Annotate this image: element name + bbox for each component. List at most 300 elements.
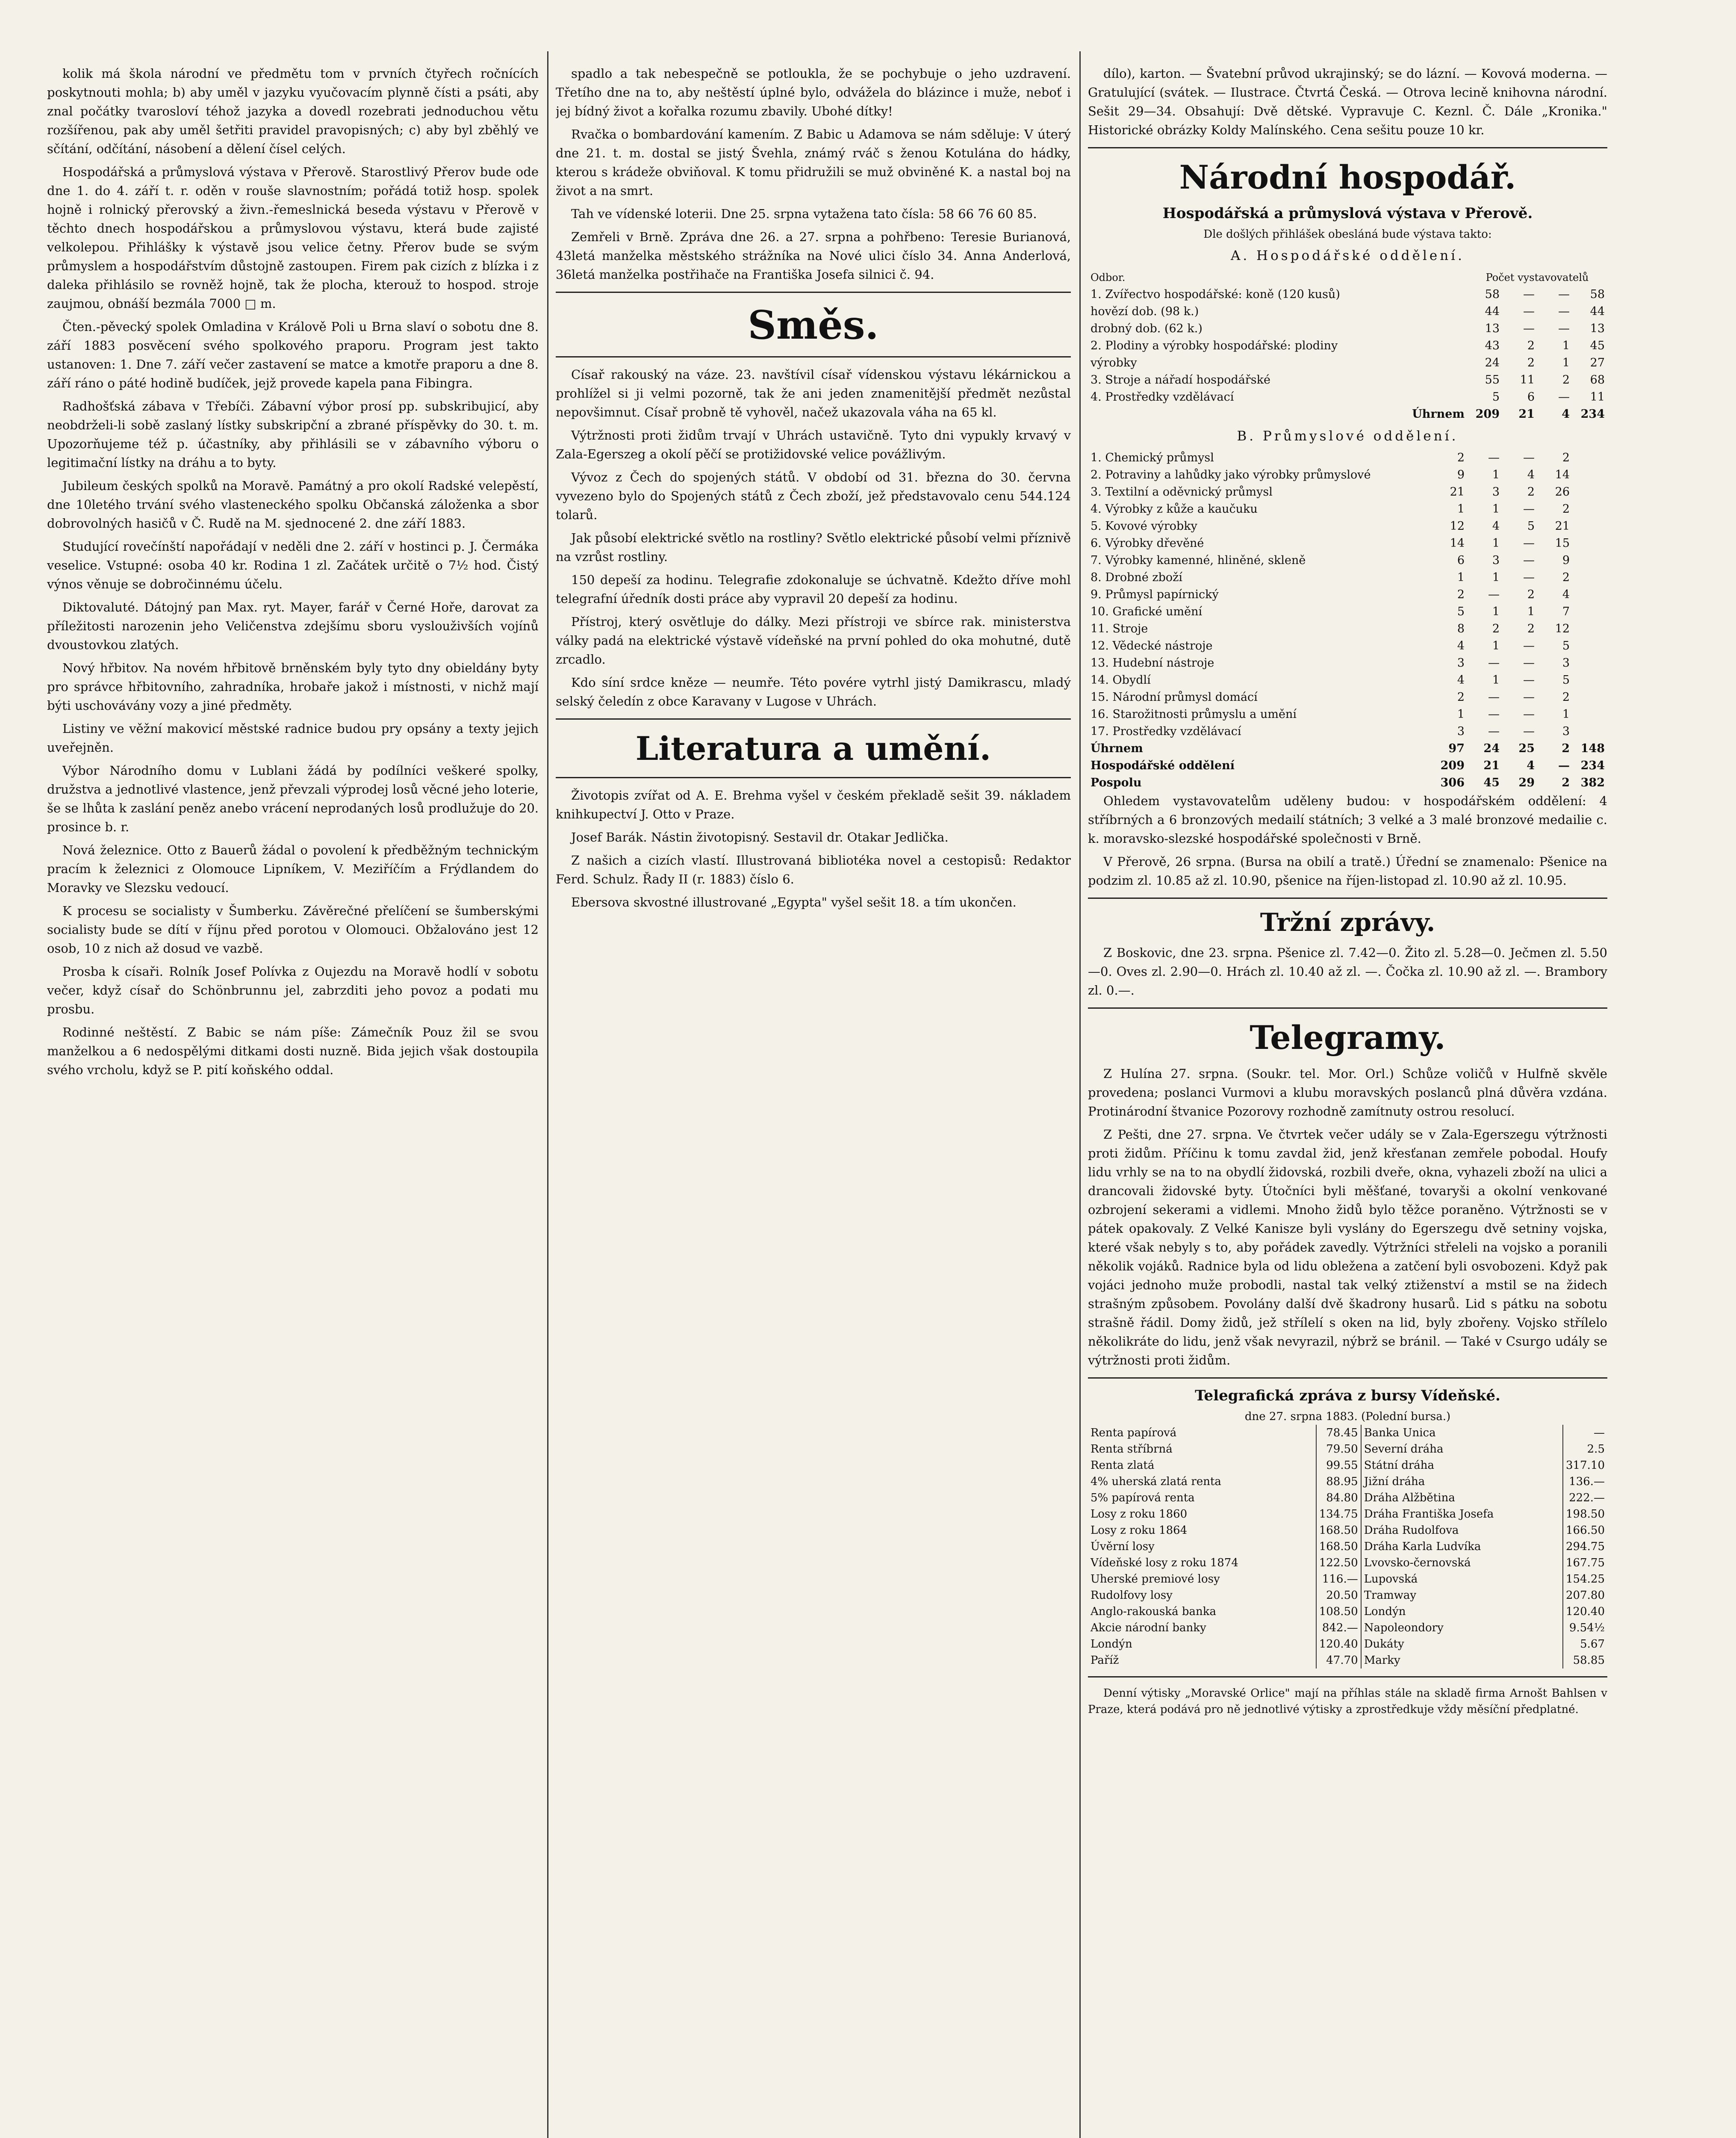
quote-name: Jižní dráha (1361, 1474, 1563, 1490)
quote-row (1088, 1457, 1607, 1474)
row-value: 5 (1527, 520, 1535, 533)
quote-value: 317.10 (1566, 1459, 1605, 1472)
paragraph: Výtržnosti proti židům trvají v Uhrách ustavičně. Tyto dni vypukly krvavý v Zala-Egerszeg a okolí pěčí se protižidovské velice povážlivým. (556, 428, 1071, 461)
section-rule (556, 718, 1071, 720)
exhibitors-table-b (1088, 449, 1607, 791)
row-label: 12. Vědecké nástroje (1091, 639, 1213, 653)
paragraph: Přístroj, který osvětluje do dálky. Mezi přístroji ve sbírce rak. ministerstva války padá na elektrické výstavě vídeňské na první pohled do oka mohutné, dutě zrcadlo. (556, 614, 1071, 667)
row-value: 2 (1527, 622, 1535, 635)
section-rule (1088, 898, 1607, 899)
paragraph: Nová železnice. Otto z Bauerů žádal o povolení k předběžným technickým pracím k železnici z Olomouce Lipníkem, V. Meziříčím a Frýdlandem do Moravky ve Slezsku vedoucí. (47, 843, 539, 895)
row-label: 16. Starožitnosti průmyslu a umění (1091, 708, 1297, 721)
row-value: — (1523, 288, 1535, 301)
quote-value: 5.67 (1580, 1638, 1605, 1651)
table-row (1088, 672, 1607, 689)
row-value: — (1488, 725, 1500, 738)
quote-name: Dráha Rudolfova (1361, 1522, 1563, 1539)
table-row (1088, 286, 1607, 303)
row-value: 45 (1590, 339, 1605, 352)
paragraph: Diktovaluté. Dátojný pan Max. ryt. Mayer, farář v Černé Hoře, darovat za příležitosti narozenin jeho Veličenstva zdejšímu sboru vyslouživších vojínů dvoustovkou zlatých. (47, 600, 539, 652)
paragraph: Radhošťská zábava v Třebíči. Zábavní výbor prosí pp. subskribujicí, aby neobdrželi-li sobě zaslaný lístky subskripční a zbrané příspěvky do 30. t. m. Upozorňujeme též p. účastníky, aby přihlásili se v zábavního výboru o legitimační lístky na dráhu a to byty. (47, 399, 539, 470)
row-value: 68 (1590, 373, 1605, 387)
quote-value: 79.50 (1316, 1441, 1361, 1457)
quote-name: Anglo-rakouská banka (1088, 1604, 1316, 1620)
row-label: 1. Chemický průmysl (1091, 451, 1214, 464)
quote-name: Akcie národní banky (1088, 1620, 1316, 1636)
section-title-trzni-zpravy: Tržní zprávy. (1260, 908, 1435, 937)
row-value: 58 (1590, 288, 1605, 301)
row-value: 12 (1450, 520, 1465, 533)
row-label: Hospodářské oddělení (1091, 759, 1235, 772)
quote-row (1088, 1555, 1607, 1571)
table-row (1088, 569, 1607, 586)
row-value: 5 (1562, 639, 1570, 653)
row-label: Úhrnem (1091, 742, 1143, 755)
paragraph: Jubileum českých spolků na Moravě. Památný a pro okolí Radské velepěstí, dne 10letého trvání svého vlasteneckého spolku Občanská záloženka a sbor dobrovolných hasičů v Č. Rudě na M. sjednocené 2. dne září 1883. (47, 478, 539, 531)
quote-value: 122.50 (1316, 1555, 1361, 1571)
quote-name: Renta stříbrná (1088, 1441, 1316, 1457)
row-value: 21 (1450, 485, 1465, 499)
table-sum-row (1088, 757, 1607, 774)
quote-value: 154.25 (1566, 1573, 1605, 1586)
row-value: 43 (1485, 339, 1500, 352)
row-label: 10. Grafické umění (1091, 605, 1203, 618)
column-divider (1079, 51, 1081, 2138)
quote-value: 168.50 (1316, 1522, 1361, 1539)
row-label: 7. Výrobky kamenné, hliněné, skleně (1091, 554, 1306, 567)
quote-value: 207.80 (1566, 1589, 1605, 1602)
row-value: 2 (1562, 502, 1570, 516)
row-value: 1 (1492, 639, 1500, 653)
row-value: 306 (1440, 776, 1465, 789)
quote-value: 58.85 (1573, 1654, 1605, 1667)
quote-row (1088, 1587, 1607, 1604)
column-middle (556, 64, 1071, 2138)
row-label: 1. Zvířectvo hospodářské: koně (120 kusů) (1091, 288, 1340, 301)
table-row (1088, 518, 1607, 535)
paragraph: Rodinné neštěstí. Z Babic se nám píše: Zámečník Pouz žil se svou manželkou a 6 nedospělými ditkami dosti nuzně. Bida jejich však dostoupila svého vrcholu, když se P. pití koňského oddal. (47, 1025, 539, 1077)
quote-name: Marky (1361, 1652, 1563, 1668)
quote-value: 842.— (1316, 1620, 1361, 1636)
quote-name: 5% papírová renta (1088, 1490, 1316, 1506)
row-value: 21 (1483, 759, 1500, 772)
row-value: — (1523, 502, 1535, 516)
quote-name: Losy z roku 1860 (1088, 1506, 1316, 1522)
table-row (1088, 620, 1607, 638)
row-value: 14 (1555, 468, 1570, 481)
bursa-quotes-table (1088, 1425, 1607, 1668)
row-value: — (1523, 656, 1535, 670)
row-value: — (1523, 639, 1535, 653)
row-value: 148 (1580, 742, 1605, 755)
row-value: 13 (1590, 322, 1605, 335)
table-row (1088, 689, 1607, 706)
row-value: 3 (1457, 725, 1465, 738)
paragraph: Životopis zvířat od A. E. Brehma vyšel v českém překladě sešit 39. nákladem knihkupectví J. Otto v Praze. (556, 788, 1071, 821)
row-label: hovězí dob. (98 k.) (1091, 305, 1199, 318)
paragraph: Císař rakouský na váze. 23. navštívil císař vídenskou výstavu lékárnickou a prohlížel si ji velmi pozorně, tak že ani jeden znamenitější předmět nezůstal nepovšimnut. Císař probně tě vyhověl, načež ukazovala váha na 65 kl. (556, 367, 1071, 419)
table-row (1088, 337, 1607, 354)
paragraph: Z našich a cizích vlastí. Illustrovaná bibliotéka novel a cestopisů: Redaktor Ferd. Schulz. Řady II (r. 1883) číslo 6. (556, 853, 1071, 886)
row-label: 3. Textilní a oděvnický průmysl (1091, 485, 1273, 499)
quote-name: Londýn (1361, 1604, 1563, 1620)
row-value: 2 (1527, 339, 1535, 352)
section-rule (556, 356, 1071, 357)
quote-name: Úvěrní losy (1088, 1539, 1316, 1555)
quote-name: 4% uherská zlatá renta (1088, 1474, 1316, 1490)
paragraph: Prosba k císaři. Rolník Josef Polívka z Oujezdu na Moravě hodlí v sobotu večer, když císař do Schönbrunnu jel, zabrzditi jeho povoz a podati mu prosbu. (47, 964, 539, 1016)
row-value: — (1523, 571, 1535, 584)
exhibitors-table-a (1088, 269, 1607, 423)
quote-row (1088, 1620, 1607, 1636)
quote-row (1088, 1490, 1607, 1506)
row-value: 27 (1590, 356, 1605, 369)
row-value: 44 (1590, 305, 1605, 318)
row-value: 1 (1527, 605, 1535, 618)
table-row (1088, 655, 1607, 672)
row-value: 1 (1492, 673, 1500, 687)
paragraph: Nový hřbitov. Na novém hřbitově brněnském byly tyto dny obieldány byty pro správce hřbitovního, zahradníka, hrobaře jakož i místnosti, v nichž mají býti uschovávány vozy a jiné předměty. (47, 661, 539, 713)
table-section-a: A. Hospodářské oddělení. (1231, 248, 1465, 263)
row-value: 1 (1492, 605, 1500, 618)
row-value: 1 (1562, 708, 1570, 721)
table-row (1088, 535, 1607, 552)
table-row (1088, 638, 1607, 655)
row-label: 3. Stroje a nářadí hospodářské (1091, 373, 1270, 387)
row-value: 24 (1485, 356, 1500, 369)
table-row (1088, 603, 1607, 620)
section-title-literatura: Literatura a umění. (635, 729, 991, 768)
footer-note: Denní výtisky „Moravské Orlice" mají na příhlas stále na skladě firma Arnošt Bahlsen v Praze, která podává pro ně jednotlivé výtisky a zprostředkuje vždy měsíční předplatné. (1088, 1687, 1607, 1716)
row-label: 15. Národní průmysl domácí (1091, 691, 1258, 704)
subheading: Hospodářská a průmyslová výstava v Přerově. (1162, 205, 1533, 222)
header-odbor: Odbor. (1091, 272, 1126, 283)
row-value: 21 (1555, 520, 1570, 533)
row-value: 2 (1562, 451, 1570, 464)
row-value: 6 (1457, 554, 1465, 567)
quote-name: Lvovsko-černovská (1361, 1555, 1563, 1571)
paragraph: Tah ve vídenské loterii. Dne 25. srpna vytažena tato čísla: 58 66 76 60 85. (571, 207, 1037, 221)
paragraph: Kdo síní srdce kněze — neumře. Této povére vytrhl jistý Damikrascu, mladý selský čeledín z obce Karavany v Lugose v Uhrách. (556, 675, 1071, 709)
quote-value: 20.50 (1316, 1587, 1361, 1604)
quote-name: Paříž (1088, 1652, 1316, 1668)
quote-name: Renta zlatá (1088, 1457, 1316, 1474)
paragraph: Z Pešti, dne 27. srpna. Ve čtvrtek večer udály se v Zala-Egerszegu výtržnosti proti židům. Příčinu k tomu zavdal žid, jenž křesťanan zemřele pobodal. Houfy lidu vrhly se na to na obydlí židovská, rozbili dveře, okna, vyhazeli zboží na ulici a drancovali židovské byty. Útočníci byli měšťané, tovaryši a okolní venkované ozbrojení sekerami a vidlemi. Mnoho židů bylo těžce poraněno. Výtržnosti se v pátek opakovaly. Z Velké Kanisze byli vyslány do Egerszegu dvě setniny vojska, které však nebyly s to, aby pořádek zavedly. Výtržníci střeleli na vojsko a poranili několik vojáků. Radnice byla od lidu obležena a zatčení byli osvobozeni. Když pak vojáci jednoho muže probodli, nastal tak velký ztiženství a mstil se na židech strašným způsobem. Povolány další dvě škadrony husarů. Lid s pátku na sobotu strašně řádil. Domy židů, jež střílelí s oken na lid, byly zbořeny. Vojsko střílelo několikráte do lidu, jenž však nevyrazil, nýbrž se bránil. — Také v Csurgo udály se výtržnosti proti židům. (1088, 1127, 1607, 1367)
quote-value: 108.50 (1316, 1604, 1361, 1620)
paragraph: V Přerově, 26 srpna. (Bursa na obilí a tratě.) Úřední se znamenalo: Pšenice na podzim zl. 10.85 až zl. 10.90, pšenice na říjen-listopad zl. 10.90 až zl. 10.95. (1088, 854, 1607, 888)
row-value: 2 (1527, 588, 1535, 601)
row-value: 12 (1555, 622, 1570, 635)
row-value: — (1523, 554, 1535, 567)
row-value: 1 (1492, 468, 1500, 481)
row-value: — (1488, 656, 1500, 670)
table-row (1088, 467, 1607, 484)
row-value: 9 (1562, 554, 1570, 567)
row-value: 9 (1457, 468, 1465, 481)
row-value: 3 (1562, 656, 1570, 670)
row-value: 2 (1457, 588, 1465, 601)
quote-value: 9.54½ (1569, 1621, 1605, 1634)
row-value: 382 (1580, 776, 1605, 789)
table-sum-row (1088, 740, 1607, 757)
row-value: 5 (1492, 390, 1500, 404)
row-value: — (1523, 725, 1535, 738)
intro-text: Dle došlých přihlášek obesláná bude výstava takto: (1203, 228, 1492, 241)
row-value: 2 (1562, 742, 1570, 755)
table-row (1088, 723, 1607, 740)
row-value: 24 (1483, 742, 1500, 755)
row-value: 1 (1457, 502, 1465, 516)
quote-name: Dukáty (1361, 1636, 1563, 1652)
row-value: — (1488, 588, 1500, 601)
table-row (1088, 354, 1607, 372)
paragraph: Studující rovečínští napořádají v neděli dne 2. září v hostinci p. J. Čermáka veselice. Vstupné: osoba 40 kr. Rodina 1 zl. Začátek určitě o 7½ hod. Čistý výnos věnuje se dobročinnému účelu. (47, 539, 539, 591)
quote-value: 116.— (1316, 1571, 1361, 1587)
quote-name: Tramway (1361, 1587, 1563, 1604)
quote-value: 47.70 (1316, 1652, 1361, 1668)
row-value: — (1558, 288, 1570, 301)
row-value: 58 (1485, 288, 1500, 301)
paragraph: K procesu se socialisty v Šumberku. Závěrečné přelíčení se šumberskými socialisty bude se dítí v říjnu před porotou v Olomouci. Obžalováno jest 12 osob, 10 z nich až dosud ve vazbě. (47, 904, 539, 956)
paragraph: Josef Barák. Nástin životopisný. Sestavil dr. Otakar Jedlička. (571, 830, 949, 845)
row-value: 4 (1527, 759, 1535, 772)
row-value: — (1523, 708, 1535, 721)
row-value: 13 (1485, 322, 1500, 335)
quote-name: Dráha Františka Josefa (1361, 1506, 1563, 1522)
row-value: 4 (1457, 673, 1465, 687)
paragraph: Jak působí elektrické světlo na rostliny? Světlo elektrické působí velmi příznivě na vzrůst rostliny. (556, 531, 1071, 564)
quote-row (1088, 1441, 1607, 1457)
quote-row (1088, 1571, 1607, 1587)
quote-name: Uherské premiové losy (1088, 1571, 1316, 1587)
table-row (1088, 484, 1607, 501)
table-row (1088, 303, 1607, 320)
row-value: 29 (1518, 776, 1535, 789)
row-value: 6 (1527, 390, 1535, 404)
quote-row (1088, 1474, 1607, 1490)
table-sum-row: Úhrnem 209 21 4 234 (1412, 408, 1605, 421)
row-label: 9. Průmysl papírnický (1091, 588, 1219, 601)
row-value: 45 (1483, 776, 1500, 789)
row-label: 4. Prostředky vzdělávací (1091, 390, 1234, 404)
section-title-telegramy: Telegramy. (1250, 1019, 1446, 1057)
row-value: — (1523, 305, 1535, 318)
section-rule (556, 292, 1071, 293)
row-value: 1 (1457, 708, 1465, 721)
row-value: 55 (1485, 373, 1500, 387)
table-row (1088, 586, 1607, 603)
paragraph: Výbor Národního domu v Lublani žádá by podílníci veškeré spolky, družstva a jednotlivé vlastence, jenž převzali výprodej losů věcné jeho loterie, še se lhůta k zaslání peněz anebo vrácení neprodaných losů prodlužuje do 20. prosince b. r. (47, 763, 539, 834)
row-value: — (1488, 451, 1500, 464)
table-row (1088, 552, 1607, 569)
paragraph: Ebersova skvostné illustrované „Egypta" vyšel sešit 18. a tím ukončen. (571, 895, 1017, 910)
quote-name: Lupovská (1361, 1571, 1563, 1587)
column-left (47, 64, 539, 2138)
paragraph: dílo), karton. — Švatební průvod ukrajinský; se do lázní. — Kovová moderna. — Gratulující (svátek. — Ilustrace. Čtvrtá Česká. — Otrova lecině knihovna národní. Sešit 29—34. Obsahují: Dvě dětské. Vypravuje C. Keznl. Č. Dále „Kronika." Historické obrázky Koldy Malínského. Cena sešitu pouze 10 kr. (1088, 66, 1607, 137)
quote-row (1088, 1604, 1607, 1620)
quote-value: 99.55 (1316, 1457, 1361, 1474)
row-label: 6. Výrobky dřevěné (1091, 537, 1204, 550)
row-value: 4 (1527, 468, 1535, 481)
table-header-row (1088, 269, 1607, 286)
column-divider (547, 51, 548, 2138)
row-value: 2 (1527, 485, 1535, 499)
quote-row (1088, 1506, 1607, 1522)
row-value: — (1558, 759, 1570, 772)
header-pocet: Počet vystavovatelů (1485, 272, 1589, 283)
column-right (1088, 64, 1607, 2138)
quote-name: Renta papírová (1088, 1425, 1316, 1441)
section-title-smes: Směs. (748, 302, 879, 348)
row-value: — (1558, 305, 1570, 318)
section-rule (556, 777, 1071, 778)
quote-name: Severní dráha (1361, 1441, 1563, 1457)
section-rule (1088, 1676, 1607, 1677)
row-value: 15 (1555, 537, 1570, 550)
row-value: — (1523, 451, 1535, 464)
row-value: 3 (1562, 725, 1570, 738)
table-section-b: B. Průmyslové oddělení. (1237, 428, 1459, 444)
table-row (1088, 449, 1607, 467)
row-value: 5 (1457, 605, 1465, 618)
row-label: drobný dob. (62 k.) (1091, 322, 1203, 335)
quote-value: 168.50 (1316, 1539, 1361, 1555)
row-label: 13. Hudební nástroje (1091, 656, 1214, 670)
quote-name: Londýn (1088, 1636, 1316, 1652)
row-value: 2 (1492, 622, 1500, 635)
row-label: 14. Obydlí (1091, 673, 1151, 687)
row-value: 8 (1457, 622, 1465, 635)
row-value: 3 (1457, 656, 1465, 670)
row-label: Pospolu (1091, 776, 1142, 789)
row-value: 1 (1562, 356, 1570, 369)
row-value: 7 (1562, 605, 1570, 618)
row-value: 2 (1527, 356, 1535, 369)
table-row (1088, 501, 1607, 518)
quote-value: 120.40 (1566, 1605, 1605, 1618)
paragraph: Zemřeli v Brně. Zpráva dne 26. a 27. srpna a pohřbeno: Teresie Burianová, 43letá manželka městského strážníka na Nové ulici číslo 34. Anna Anderlová, 36letá manželka postřihače na Františka Josefa silnici č. 94. (556, 230, 1071, 282)
quote-value: 136.— (1569, 1475, 1605, 1488)
quote-name: Dráha Alžbětina (1361, 1490, 1563, 1506)
row-value: — (1558, 390, 1570, 404)
quote-row (1088, 1636, 1607, 1652)
quote-value: 294.75 (1566, 1540, 1605, 1553)
row-value: 4 (1457, 639, 1465, 653)
row-value: 2 (1562, 373, 1570, 387)
section-rule (1088, 147, 1607, 148)
table-row (1088, 320, 1607, 337)
quote-value: 88.95 (1316, 1474, 1361, 1490)
row-value: 4 (1562, 588, 1570, 601)
paragraph: Vývoz z Čech do spojených států. V období od 31. března do 30. června vyvezeno bylo do Spojených států z Čech zboží, jež představovalo cenu 544.124 tolarů. (556, 470, 1071, 522)
paragraph: Rvačka o bombardování kamením. Z Babic u Adamova se nám sděluje: V úterý dne 21. t. m. dostal se jistý Švehla, známý rváč s ženou Kotulána do hádky, kterou s krádeže obviňoval. K tomu přidružili se muž obviněné K. a nastal boj na život a na smrt. (556, 127, 1071, 198)
row-value: — (1558, 322, 1570, 335)
row-label: 17. Prostředky vzdělávací (1091, 725, 1241, 738)
quote-value: 78.45 (1316, 1425, 1361, 1441)
bursa-date: dne 27. srpna 1883. (Polední bursa.) (1244, 1410, 1451, 1423)
row-value: 1 (1562, 339, 1570, 352)
row-label: 4. Výrobky z kůže a kaučuku (1091, 502, 1258, 516)
quote-row (1088, 1652, 1607, 1668)
quote-name: Rudolfovy losy (1088, 1587, 1316, 1604)
quote-value: 166.50 (1566, 1524, 1605, 1537)
quote-value: 120.40 (1316, 1636, 1361, 1652)
section-title-narodni-hospodar: Národní hospodář. (1179, 158, 1516, 196)
paragraph: Čten.-pěvecký spolek Omladina v Králově Poli u Brna slaví o sobotu dne 8. září 1883 posvěcení svého spolkového praporu. Program jest takto ustanoven: 1. Dne 7. září večer zastavení se matce a kmotře praporu a dne 8. září ráno o páté hodině budíček, jejž provede kapela pana Fibingra. (47, 319, 539, 390)
row-value: 1 (1492, 537, 1500, 550)
quote-name: Státní dráha (1361, 1457, 1563, 1474)
section-rule (1088, 1007, 1607, 1009)
table-row (1088, 372, 1607, 389)
paragraph: Listiny ve věžní makovicí městské radnice budou pry opsány a texty jejich uveřejněn. (47, 721, 539, 755)
row-value: 209 (1440, 759, 1465, 772)
paragraph: Hospodářská a průmyslová výstava v Přerově. Starostlivý Přerov bude ode dne 1. do 4. září t. r. oděn v rouše slavnostním; pořádá totiž hosp. spolek hojně i rolnický přerovský a živn.-řemeslnická beseda výstavu v Přerově v těchto dnech hospodářskou a průmyslovou výstavu, která bude zajisté velkolepou. Přihlášky k výstavě jsou velice četny. Přerov bude se svým průmyslem a hospodářstvím důstojně zastoupen. Firem pak cizích z blízka i z daleka přihlásilo se rovněž hojně, tak že plocha, kterouž to hospod. stroje zaujmou, obnáší bezmála 7000 □ m. (47, 165, 539, 311)
quote-value: 2.5 (1587, 1443, 1605, 1456)
row-value: 1 (1457, 571, 1465, 584)
row-label: 8. Drobné zboží (1091, 571, 1183, 584)
row-value: 1 (1492, 502, 1500, 516)
paragraph: Z Boskovic, dne 23. srpna. Pšenice zl. 7.42—0. Žito zl. 5.28—0. Ječmen zl. 5.50—0. Oves zl. 2.90—0. Hrách zl. 10.40 až zl. —. Čočka zl. 10.90 až zl. —. Brambory zl. 0.—. (1088, 945, 1607, 998)
quote-name: Dráha Karla Ludvíka (1361, 1539, 1563, 1555)
row-value: — (1523, 673, 1535, 687)
paragraph: Z Hulína 27. srpna. (Soukr. tel. Mor. Orl.) Schůze voličů v Hulfně skvěle provedena; poslanci Vurmovi a klubu moravských poslanců plná důvěra vzdána. Protinárodní štvanice Pozorovy rozhodně zamítnuty ostrou resolucí. (1088, 1066, 1607, 1119)
quote-name: Napoleondory (1361, 1620, 1563, 1636)
row-value: 44 (1485, 305, 1500, 318)
row-value: 14 (1450, 537, 1465, 550)
quote-value: 167.75 (1566, 1556, 1605, 1569)
quote-value: 198.50 (1566, 1508, 1605, 1521)
quote-name: Losy z roku 1864 (1088, 1522, 1316, 1539)
row-label: 2. Plodiny a výrobky hospodářské: plodiny (1091, 339, 1338, 352)
table-row (1088, 389, 1607, 406)
quote-value: — (1594, 1426, 1605, 1439)
table-sum-row (1088, 774, 1607, 791)
row-value: 97 (1448, 742, 1465, 755)
bursa-title: Telegrafická zpráva z bursy Vídeňské. (1195, 1387, 1500, 1404)
row-value: 5 (1562, 673, 1570, 687)
row-value: 3 (1492, 485, 1500, 499)
row-value: 4 (1492, 520, 1500, 533)
row-value: 234 (1580, 759, 1605, 772)
row-label: 5. Kovové výrobky (1091, 520, 1197, 533)
quote-name: Banka Unica (1361, 1425, 1563, 1441)
row-value: — (1523, 537, 1535, 550)
row-value: 2 (1562, 571, 1570, 584)
row-value: 2 (1562, 691, 1570, 704)
section-rule (1088, 1377, 1607, 1379)
paragraph: spadlo a tak nebespečně se potloukla, že se pochybuje o jeho uzdravení. Třetího dne na to, aby neštěstí úplné bylo, odvážela do blázince i muže, neboť i jej bídný život a kořalka rozumu zbavily. Ubohé dítky! (556, 66, 1071, 118)
paragraph: 150 depeší za hodinu. Telegrafie zdokonaluje se úchvatně. Kdežto dříve mohl telegrafní úředník dosti práce aby vypravil 20 depeší za hodinu. (556, 573, 1071, 606)
row-value: 2 (1457, 691, 1465, 704)
quote-row (1088, 1425, 1607, 1441)
row-value: 11 (1520, 373, 1535, 387)
quote-value: 134.75 (1316, 1506, 1361, 1522)
row-value: 11 (1590, 390, 1605, 404)
paragraph: kolik má škola národní ve předmětu tom v prvních čtyřech ročnících poskytnouti mohla; b) aby uměl v jazyku vyučovacím plynně čísti a psáti, aby znal počátky tvarosloví téhož jazyka a dovedl rozebrati jednoduchou větu rozšířenou, pak aby uměl šetřiti pravidel pravopisných; c) aby byl zběhlý ve sčítání, odčítání, násobení a dělení čísel celých. (47, 66, 539, 156)
paragraph: Ohledem vystavovatelům uděleny budou: v hospodářském oddělení: 4 stříbrných a 6 bronzových medailí státních; 3 velké a 3 malé bronzové medailie c. k. moravsko-slezské hospodářské společnosti v Brně. (1088, 794, 1607, 846)
row-value: 2 (1457, 451, 1465, 464)
row-label: 2. Potraviny a lahůdky jako výrobky průmyslové (1091, 468, 1371, 481)
row-value: 3 (1492, 554, 1500, 567)
quote-value: 222.— (1569, 1491, 1605, 1504)
quote-value: 84.80 (1316, 1490, 1361, 1506)
row-value: 26 (1555, 485, 1570, 499)
quote-name: Vídeňské losy z roku 1874 (1088, 1555, 1316, 1571)
row-value: 25 (1518, 742, 1535, 755)
quote-row (1088, 1539, 1607, 1555)
row-value: — (1523, 322, 1535, 335)
row-value: — (1488, 708, 1500, 721)
